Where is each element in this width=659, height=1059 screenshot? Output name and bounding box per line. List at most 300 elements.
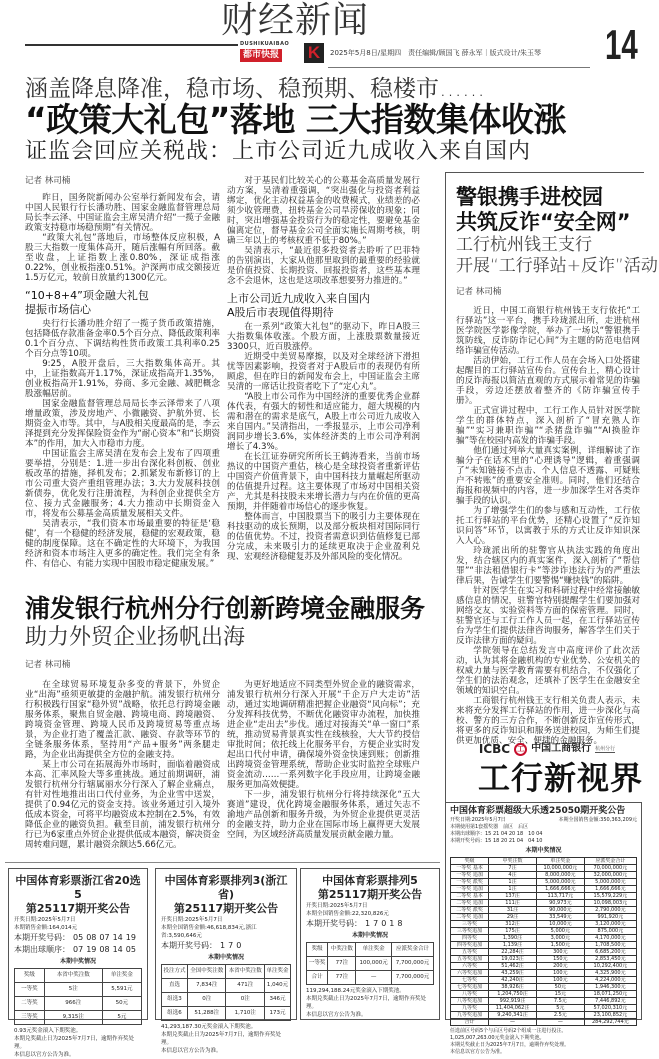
table-cell: 90,973元 <box>536 900 584 907</box>
table-header-cell: 单注奖金 <box>264 965 290 979</box>
logo-cn: 都市快报 <box>240 49 282 62</box>
paragraph: 活动伊始，工行工作人员在会场入口处搭建起醒目的工行驿站宣传台。宣传台上，精心设计的反诈海报以简洁直观的方式展示着常见的诈骗手段，旁边还摆放着整齐的《防诈骗宣传手册》。 <box>456 356 640 406</box>
machine-info: 本期使用第1套摇奖器 前区 后区 <box>450 824 529 830</box>
ball: 1 <box>389 919 395 928</box>
draw-numbers <box>306 918 434 930</box>
table-caption: 本期中奖情况 <box>351 932 388 939</box>
subhead-line: A股后市表现值得期待 <box>227 306 334 319</box>
table-cell: 4注 <box>489 872 537 879</box>
table-row <box>451 865 637 872</box>
table-row <box>451 921 637 928</box>
table-row <box>451 914 637 921</box>
icbc-cn: 中国工商银行 <box>531 743 592 754</box>
table-header-row <box>15 969 142 983</box>
table-cell: 组选3 <box>162 993 188 1007</box>
table-cell: 一等奖 基本 <box>451 865 489 872</box>
ball: 05 <box>73 933 84 942</box>
table-cell: 1注 <box>489 879 537 886</box>
table-cell: 50元 <box>536 984 584 991</box>
table-cell: — <box>489 1019 537 1026</box>
notes <box>14 1027 142 1059</box>
table-row <box>15 983 142 997</box>
ball: 07 <box>73 945 84 954</box>
paragraph: 下一步，浦发银行杭州分行将持续深化“五大赛道”建设，优化跨境金融服务体系，通过矢志不渝地产品创新和服务升级，为外贸企业提供更灵活的金融支持，助力企业在国际市场上赢得更大发展空间，为区域经济高质量发展贡献金融力量。 <box>227 790 420 840</box>
lead-byline: 记者 林司楠 <box>25 176 71 186</box>
ball: 7 <box>373 919 379 928</box>
table-cell: 三等奖追加 <box>451 928 489 935</box>
notes <box>450 1028 637 1056</box>
table-cell: 5元 <box>102 1011 141 1025</box>
newspaper-logo <box>240 41 326 65</box>
note-line: 41,293,187.30元奖金滚入下期奖池。 <box>161 1024 257 1030</box>
table-cell: 15,579,229元 <box>584 893 636 900</box>
table-cell: 5注 <box>44 983 102 997</box>
paragraph: 吴清表示，“我们资本市场最重要的特征是‘稳健’，有一个稳健的经济发展，稳健的宏观政策，稳健的制度保障。这在不确定性的大环境下，为我国经济和资本市场注入更多的确定性。我们完全有条件、有信心、有能力实现中国股市稳定健康发展。” <box>25 519 220 569</box>
table-cell: 5,000元 <box>536 928 584 935</box>
ball: 1 <box>220 941 226 950</box>
side-subheadline <box>456 235 658 277</box>
section-divider <box>5 862 440 863</box>
table-row <box>451 907 637 914</box>
table-cell: 70,000,000元 <box>584 865 636 872</box>
lead-column-1 <box>25 193 220 569</box>
table-cell: 23,100,852元 <box>584 1012 636 1019</box>
table-cell: 43,259注 <box>489 970 537 977</box>
lead-subhead-2 <box>227 292 420 320</box>
table-cell: 合计 <box>307 971 328 985</box>
paragraph: 为了增强学生们的参与感和互动性，工行依托工行驿站的平台优势，还精心设置了“反诈知识问答”环节，以寓教于乐的方式让反诈知识深入人心。 <box>456 506 640 546</box>
table-cell: 38,926注 <box>489 984 537 991</box>
logo-en: DUSHIKUAIBAO <box>240 41 290 47</box>
table-row <box>451 872 637 879</box>
table-cell: 991,920元 <box>584 914 636 921</box>
paragraph: 正式宣讲过程中，工行工作人员针对医学院学生的群体特点，深入剖析了“冒充熟人诈骗”“实习兼职诈骗”“杀猪盘诈骗”“AI换脸诈骗”等在校园内高发的诈骗手段。 <box>456 406 640 446</box>
paragraph: 9:25，A股开盘后，三大指数集体高开。其中，上证指数高开1.17%，深证成指高开1.35%，创业板指高开1.91%，券商、多元金融、减肥概念股涨幅居前。 <box>25 359 220 399</box>
table-cell: 15元 <box>536 991 584 998</box>
table-cell: 22,284注 <box>489 949 537 956</box>
icbc-emblem-icon: 工 <box>514 743 527 756</box>
bottom-subheadline: 助力外贸企业扬帆出海 <box>25 625 246 650</box>
table-row <box>162 993 291 1007</box>
table-cell: 6,685,200元 <box>584 949 636 956</box>
ball: 05 <box>125 945 136 954</box>
label: 本期开奖号码： <box>14 933 70 942</box>
table-cell: 二等奖 追加 <box>451 900 489 907</box>
table-cell: 3,120,000元 <box>584 921 636 928</box>
table-cell: 直选 <box>162 979 188 993</box>
table-cell: 42,240注 <box>489 977 537 984</box>
side-article-box <box>445 172 658 802</box>
table-cell: 1,139注 <box>489 942 537 949</box>
table-row <box>15 997 142 1011</box>
table-cell: 471注 <box>226 979 264 993</box>
table-row <box>15 1011 142 1025</box>
note-line: 0.93元奖金滚入下期奖池。 <box>14 1028 82 1034</box>
table-cell: 1,666,666元 <box>536 886 584 893</box>
paragraph: 在长江证券研究所所长王鹤涛看来，当前市场热议的中国资产重估，核心是全球投资者重新评估中国资产价值背景下，由中国科技力量崛起所驱动的估值提升过程。这主要体现了市场对中国相关资产，尤其是科技股未来增长潜力与内在价值的更高预期，并伴随着市场信心的逐步恢复。 <box>227 452 420 512</box>
table-cell: 九等奖追加 <box>451 1012 489 1019</box>
table-cell: 5,591元 <box>102 983 141 997</box>
bottom-headline: 浦发银行杭州分行创新跨境金融服务 <box>25 594 426 623</box>
notes <box>306 987 434 1019</box>
paragraph: 他们通过列举大量真实案例，详细解读了诈骗分子在话术里的“心理诱导”逻辑，着重强调了“未知链接不点击、个人信息不透露、可疑账户不转账”的重要安全准则。同时，他们还结合海报和视频中的内容，进一步加深学生对各类诈骗手段的认识。 <box>456 446 640 506</box>
side-body <box>456 306 640 746</box>
table-header-cell: 全国中奖注数 <box>188 965 226 979</box>
table-cell: 300元 <box>536 949 584 956</box>
table-row <box>451 935 637 942</box>
table-cell: — <box>356 971 392 985</box>
table-header-cell: 中奖注数 <box>328 943 356 957</box>
table-cell: 1,204,750注 <box>489 991 537 998</box>
ball: 1 <box>365 919 371 928</box>
side-byline: 记者 林司楠 <box>456 287 502 297</box>
lottery-pick5 <box>300 868 440 1020</box>
table-cell: 173元 <box>264 1007 290 1021</box>
table-cell: 31注 <box>489 907 537 914</box>
ball: 07 <box>99 933 110 942</box>
table-row <box>451 977 637 984</box>
table-row <box>451 963 637 970</box>
draw-numbers <box>14 932 142 944</box>
table-header-cell: 投注方式 <box>162 965 188 979</box>
table-cell: 二等奖 基本 <box>451 893 489 900</box>
paragraph: 针对医学生在实习和科研过程中经常接触敏感信息的情况，驻警官特别提醒学生们要加强对网络交友、实验资料等方面的保密管理。同时，驻警官还与工行工作人员一起，在工行驿站宣传台为学生们提供法律咨询服务，解答学生们关于反诈法律方面的疑问。 <box>456 586 640 646</box>
paragraph: 在一系列“政策大礼包”的驱动下，昨日A股三大指数集体收涨。个股方面，上涨股票数量接近3300只，近百股涨停。 <box>227 322 420 352</box>
paragraph: 中国证监会主席吴清在发布会上发布了四项重要举措，分别是：1.进一步出台深化科创板、创业板改革的措施，择机发布；2.抓紧发布新修订的上市公司重大资产重组管理办法；3.大力发展科技创新债券，优化发行注册流程，为科创企业提供全方位、接力式金融服务；4.大力推动中长期资金入市，将发布公募基金高质量发展相关文件。 <box>25 449 220 519</box>
table-caption: 本期中奖情况 <box>59 958 96 965</box>
note-line: 本期兑奖截止日为2025年7月7日，逾期作弃奖处理。 <box>306 996 426 1010</box>
table-cell: 32,000,000元 <box>584 872 636 879</box>
table-header-row <box>451 858 637 865</box>
table-cell: 一等奖 <box>307 957 328 971</box>
table-cell: 284,292,744元 <box>584 1019 636 1026</box>
table-cell: 992,919注 <box>489 998 537 1005</box>
table-header-cell: 本省中奖注数 <box>226 965 264 979</box>
page-number: 14 <box>605 21 638 68</box>
lead-subheadline: 证监会回应关税战：上市公司近九成收入来自国内 <box>25 139 532 164</box>
table-header-cell: 单注奖金 <box>356 943 392 957</box>
logo-k-icon: K <box>304 43 324 63</box>
headline-line: 警银携手进校园 <box>456 185 603 209</box>
section-title: 财经新闻 <box>220 0 369 41</box>
lottery-title: 中国体育彩票排列3(浙江省) <box>164 874 288 901</box>
table-row <box>451 893 637 900</box>
table-row <box>451 1019 637 1026</box>
table-cell: 312注 <box>489 921 537 928</box>
table-row <box>451 970 637 977</box>
table-cell: 0注 <box>226 993 264 1007</box>
table-cell: 10,000元 <box>536 921 584 928</box>
lead-subhead-1 <box>25 289 220 317</box>
lottery-20x5 <box>8 868 148 1058</box>
table-cell: 二等奖 派奖 <box>451 907 489 914</box>
table-cell: 9,240,341注 <box>489 1012 537 1019</box>
icbc-branch: 杭州分行 <box>595 745 616 752</box>
paragraph: 为更好地适应不同类型外贸企业的融资需求，浦发银行杭州分行深入开展“千企万户大走访”活动，通过实地调研精准把握企业融资“风向标”；充分发挥科技优势，不断优化融资审办流程，加快推进企业“走出去”步伐。通过对接海关“单一窗口”系统，推动贸易背景真实性在线核验，大大节约授信审批时间；依托线上化服务平台，方便企业实时发起出口代付申请，确保境外资金快速到账；创新推出跨境资金管理系统，帮助企业实时监控全球账户资金流动……一系列数字化手段应用，让跨境金融服务更加高效便捷。 <box>227 680 420 790</box>
headline-line: 共筑反诈“安全网” <box>456 210 631 234</box>
table-cell: 八等奖追加 <box>451 998 489 1005</box>
header-rule-right <box>328 67 590 68</box>
table-cell: — <box>536 1019 584 1026</box>
table-cell: 一等奖 追加 <box>451 886 489 893</box>
table-cell: 5,000,000元 <box>536 879 584 886</box>
table-header-cell: 奖级 <box>451 858 489 865</box>
table-cell: 200元 <box>536 963 584 970</box>
label: 本期出球顺序： <box>14 945 70 954</box>
table-header-cell: 奖级 <box>307 943 328 957</box>
table-cell: 一等奖 <box>15 983 45 997</box>
draw-date: 开奖日期:2025年5月7日 <box>450 817 506 823</box>
table-header-cell: 单注奖金 <box>536 858 584 865</box>
table-cell: 7,446,892元 <box>584 998 636 1005</box>
table-cell: 2,790,000元 <box>584 907 636 914</box>
table-caption: 本期中奖情况 <box>525 847 562 854</box>
table-cell: 1,710注 <box>226 1007 264 1021</box>
paragraph: “A股上市公司作为中国经济的重要优秀企业群体代表，有强大的韧性和适应能力，超大规模的内需和潜在的需求是底气，A股上市公司近九成收入来自国内。”吴清指出，一季报显示，上市公司净利润同步增长3.6%，实体经济类的上市公司净利润增长了4.3%。 <box>227 392 420 452</box>
table-cell: 五等奖追加 <box>451 956 489 963</box>
table-cell: 1,390注 <box>489 935 537 942</box>
label: 本期开奖号码： <box>306 919 362 928</box>
bottom-column-1 <box>25 680 220 858</box>
table-cell: 1注 <box>489 886 537 893</box>
table-cell: 18,071,250元 <box>584 991 636 998</box>
subhead-line: 提振市场信心 <box>25 303 91 316</box>
draw-date: 开奖日期:2025年5月7日 <box>161 917 223 923</box>
note-line: 任选前区号码5个与后区号码2个组成一注进行投注。 <box>450 1028 567 1034</box>
table-header-row <box>307 943 434 957</box>
table-cell: 二等奖 <box>15 997 45 1011</box>
table-cell: 七等奖 <box>451 977 489 984</box>
table-cell: 966注 <box>44 997 102 1011</box>
ball: 19 <box>86 945 97 954</box>
paragraph: 近期受中美贸易摩擦，以及对全球经济下滑担忧等因素影响，投资者对于A股后市的表现仍有所顾虑，但在昨日的新闻发布会上，中国证监会主席吴清的一席话让投资者吃下了“定心丸”。 <box>227 352 420 392</box>
lottery-super-lotto <box>445 802 642 1055</box>
subhead-line: 上市公司近九成收入来自国内 <box>227 292 370 305</box>
ball: 0 <box>381 919 387 928</box>
table-cell: 0注 <box>188 993 226 1007</box>
table-cell: 29注 <box>489 914 537 921</box>
table-row <box>451 879 637 886</box>
table-cell: 7.5元 <box>536 998 584 1005</box>
table-cell: 三等奖 <box>15 1011 45 1025</box>
table-cell: 875,000元 <box>584 928 636 935</box>
table-cell: 100,000元 <box>356 957 392 971</box>
table-row <box>162 1007 291 1021</box>
table-cell: 2.5元 <box>536 1012 584 1019</box>
table-cell: 一等奖 追加 <box>451 872 489 879</box>
draw-numbers <box>161 940 291 952</box>
paragraph: 近日，中国工商银行杭州钱王支行依托“工行驿站”这一平台，携手玲珑派出所，走进杭州医学院医学影像学院，举办了一场以“警银携手筑防线，反诈防诈记心间”为主题的防范电信网络诈骗宣传活动。 <box>456 306 640 356</box>
table-cell: 组选6 <box>162 1007 188 1021</box>
table-row <box>451 1012 637 1019</box>
table-cell: 175注 <box>489 928 537 935</box>
subheadline-line: 工行杭州钱王支行 <box>456 235 592 255</box>
paragraph: 某上市公司在拓展海外市场时，面临着融资成本高、汇率风险大等多重挑战。通过前期调研，浦发银行杭州分行辖属丽水分行深入了解企业痛点，有针对性地推出出口代付业务，为企业雪中送炭，提供了0.94亿元的资金支持。该业务通过引入境外低成本资金，可将平均融资成本控制在2.5%，有效降低企业的融资负担。截至目前，浦发银行杭州分行已为6家重点外贸企业提供低成本融资，解决资金周转难问题，累计融资余额达5.66亿元。 <box>25 760 220 850</box>
lottery-title: 中国体育彩票超级大乐透25050期开奖公告 <box>450 806 626 816</box>
paragraph: 学院领导在总结发言中高度评价了此次活动，认为其将金融机构的专业优势、公安机关的权威力量与医学教育需要有机结合，不仅强化了学生们的法治观念，还填补了医学生在金融安全领域的知识空白。 <box>456 646 640 696</box>
table-cell: 7,834注 <box>188 979 226 993</box>
table-cell: 1,946,300元 <box>584 984 636 991</box>
table-cell: 六等奖追加 <box>451 970 489 977</box>
draw-numbers: 本期开奖号码：15 18 20 21 04 04 10 <box>450 838 543 844</box>
lead-column-2 <box>227 176 420 562</box>
table-cell: 7,700,000元 <box>391 957 433 971</box>
table-cell: 100元 <box>536 977 584 984</box>
table-cell: 一等奖 派奖 <box>451 879 489 886</box>
paragraph: 国家金融监督管理总局局长李云泽带来了八项增量政策，涉及房地产、小微融资、护航外贸、长期资金入市等。其中，与A股相关度最高的是，李云泽提到充分发挥保险资金作为“耐心资本”和“长期资本”的作用，加大入市稳市力度。 <box>25 399 220 449</box>
lottery-title: 中国体育彩票浙江省20选5 <box>15 874 141 901</box>
table-cell: 100元 <box>536 970 584 977</box>
table-cell: 33,549元 <box>536 914 584 921</box>
prize-table <box>161 964 291 1021</box>
ball: 14 <box>112 933 123 942</box>
table-cell: 10,292,400元 <box>584 963 636 970</box>
table-cell: 5元 <box>536 1005 584 1012</box>
table-row <box>451 900 637 907</box>
paragraph: 对于基民们比较关心的公募基金高质量发展行动方案，吴清着重强调，“突出强化与投资者利益绑定，优化主动权益基金的收费模式，业绩差的必须少收管理费，扭转基金公司旱涝保收的现象；同时，突出增强基金投资行为的稳定性，要避免基金偏离定位，督导基金公司全面实施长周期考核，明确三年以上的考核权重不低于80%。” <box>227 176 420 246</box>
table-header-cell: 应派奖金合计 <box>391 943 433 957</box>
table-row <box>451 984 637 991</box>
table-cell: 三等奖 <box>451 921 489 928</box>
table-cell: 111注 <box>489 900 537 907</box>
subheadline-line: 开展“工行驿站+反诈”活动 <box>456 256 658 276</box>
note-line: 本信息以官方公告为准。 <box>450 1049 506 1055</box>
note-line: 本信息以官方公告为准。 <box>14 1052 75 1058</box>
label: 本期开奖号码： <box>161 941 217 950</box>
table-cell: 77注 <box>328 957 356 971</box>
note-line: 本信息以官方公告为准。 <box>161 1048 222 1054</box>
table-row <box>451 991 637 998</box>
lottery-title: 中国体育彩票排列5 <box>322 874 418 887</box>
lottery-issue: 第25117期开奖公告 <box>25 902 131 915</box>
table-header-cell: 应派奖金合计 <box>584 858 636 865</box>
table-row <box>451 949 637 956</box>
icbc-column-logo <box>462 742 643 800</box>
table-cell: 57,020,310元 <box>584 1005 636 1012</box>
table-cell: 九等奖 <box>451 1005 489 1012</box>
note-line: 本期兑奖截止日为2025年7月7日，逾期作弃奖处理。 <box>14 1036 134 1050</box>
table-cell: 113,717元 <box>536 893 584 900</box>
header-rule-left <box>25 44 238 46</box>
subhead-line: “10+8+4”项金融大礼包 <box>25 289 149 302</box>
prize-table <box>450 857 637 1026</box>
draw-order <box>14 944 142 956</box>
table-row <box>451 942 637 949</box>
icbc-column-title: 工行新视界 <box>477 759 643 797</box>
ball: 0 <box>236 941 242 950</box>
table-cell: 4,224,000元 <box>584 977 636 984</box>
side-headline <box>456 185 640 235</box>
note-line: 本信息以官方公告为准。 <box>306 1012 367 1018</box>
ball: 19 <box>125 933 136 942</box>
table-cell: 19,023注 <box>489 956 537 963</box>
icbc-en: ICBC <box>478 742 511 756</box>
table-row <box>451 1005 637 1012</box>
sales-amount: 本期全国销售金额:350,363,209元 <box>558 817 637 823</box>
draw-order: 本期出球顺序：15 21 04 20 18 10 04 <box>450 831 543 837</box>
table-cell: 10,098,003元 <box>584 900 636 907</box>
table-cell: 50元 <box>102 997 141 1011</box>
table-cell: 四等奖 <box>451 935 489 942</box>
table-row <box>307 957 434 971</box>
table-cell: 150元 <box>536 956 584 963</box>
sales-amount: 本期销售金额:164,014元 <box>14 925 78 931</box>
ball: 08 <box>86 933 97 942</box>
table-row <box>451 998 637 1005</box>
draw-date: 开奖日期:2025年5月7日 <box>306 903 368 909</box>
table-cell: 1,040元 <box>264 979 290 993</box>
prize-table <box>14 968 142 1025</box>
table-header-cell: 单注奖金 <box>102 969 141 983</box>
table-cell: 346元 <box>264 993 290 1007</box>
table-cell: 51,462注 <box>489 963 537 970</box>
note-line: 1,025,007,263.00元奖金滚入下期奖池。 <box>450 1035 545 1041</box>
table-cell: 90,000元 <box>536 907 584 914</box>
paragraph: 吴清表示，“最近很多投资者去聆听了巴菲特的告别演出，大家从他那里取到的最重要的经验就是价值投资、长期投资、回报投资者，这些基本理念不会退休，这也是这项改革想要努力推进的。” <box>227 246 420 286</box>
table-cell: 2,853,450元 <box>584 956 636 963</box>
table-cell: 9,315注 <box>44 1011 102 1025</box>
table-cell: 4,325,900元 <box>584 970 636 977</box>
notes <box>161 1023 291 1055</box>
paragraph: “政策大礼包”落地后，市场整体反应积极，A股三大指数一度集体高开，随后涨幅有所回落。截至收盘，上证指数上涨0.80%，深证成指涨0.22%，创业板指涨0.51%。沪深两市成交额接近1.5万亿元，较前日放量约1300亿元。 <box>25 233 220 283</box>
paragraph: 在全球贸易环境复杂多变的背景下，外贸企业“出海”亟须更敏捷的金融护航。浦发银行杭州分行积极践行国家“稳外贸”战略，依托总行跨境金融服务体系，聚焦自贸金融、跨境电商、跨境融资、跨境资金管理、跨境人民币及跨境贸易等重点场景，为企业打造了覆盖汇款、融资、存款等环节的全链条服务体系，坚持用“产品+服务”两条腿走路，为企业出海提供全方位的金融支持。 <box>25 680 220 760</box>
table-cell: 二等奖 追加 <box>451 914 489 921</box>
table-cell: 1,666,666元 <box>584 886 636 893</box>
lottery-issue: 第25117期开奖公告 <box>173 902 279 915</box>
lead-headline: “政策大礼包”落地 三大指数集体收涨 <box>25 100 566 139</box>
table-cell: 137注 <box>489 893 537 900</box>
ball: 14 <box>112 945 123 954</box>
table-cell: 五等奖 <box>451 949 489 956</box>
dateline: 2025年5月8日/星期四 责任编辑/顾国飞 薛永军｜版式设计/朱玉琴 <box>330 49 542 57</box>
table-cell: 5,000,000元 <box>584 879 636 886</box>
sales-amount: 本期全国销售金额:46,618,834元,浙江省:3,590,646元 <box>161 925 257 939</box>
paragraph: 昨日，国务院新闻办公室举行新闻发布会，请中国人民银行行长潘功胜、国家金融监督管理总局局长李云泽、中国证监会主席吴清介绍“一揽子金融政策支持稳市场稳预期”有关情况。 <box>25 193 220 233</box>
sales-amount: 本期全国销售金额:22,320,826元 <box>306 911 389 917</box>
table-cell: 77注 <box>328 971 356 985</box>
paragraph: 玲珑派出所的驻警官从执法实践的角度出发，结合辖区内的真实案件，深入剖析了“帮信罪”“非法租借银行卡”等涉诈违法行为的严重法律后果，告诫学生们要警惕“赚快钱”的陷阱。 <box>456 546 640 586</box>
table-row <box>451 928 637 935</box>
table-header-cell: 奖级 <box>15 969 45 983</box>
table-row <box>451 886 637 893</box>
table-cell: 4,170,000元 <box>584 935 636 942</box>
table-cell: 8,000,000元 <box>536 872 584 879</box>
note-line: 本期兑奖截止日为2025年7月7日，逾期作弃奖处理。 <box>161 1032 281 1046</box>
table-cell: 3,000元 <box>536 935 584 942</box>
paragraph: 央行行长潘功胜介绍了一揽子货币政策措施，包括降低存款准备金率0.5个百分点、降低政策利率0.1个百分点、下调结构性货币政策工具利率0.25个百分点等10项。 <box>25 319 220 359</box>
ball: 08 <box>99 945 110 954</box>
note-line: 119,294,188.24元奖金滚入下期奖池。 <box>306 988 405 994</box>
table-header-cell: 本省中奖注数 <box>44 969 102 983</box>
lottery-issue: 第25117期开奖公告 <box>317 888 423 901</box>
table-cell: 1,708,500元 <box>584 942 636 949</box>
bottom-byline: 记者 林司楠 <box>25 660 71 670</box>
table-cell: 7,700,000元 <box>391 971 433 985</box>
ball: 7 <box>228 941 234 950</box>
table-cell: 1,500元 <box>536 942 584 949</box>
table-cell: 合计 <box>451 1019 489 1026</box>
note-line: 本期兑奖截止日为2025年7月7日，逾期作弃奖处理。 <box>450 1042 570 1048</box>
table-cell: 7注 <box>489 865 537 872</box>
ball: 8 <box>397 919 403 928</box>
table-cell: 10,000,000元 <box>536 865 584 872</box>
table-cell: 11,404,062注 <box>489 1005 537 1012</box>
table-cell: 四等奖追加 <box>451 942 489 949</box>
table-cell: 51,288注 <box>188 1007 226 1021</box>
table-row <box>162 979 291 993</box>
table-header-cell: 中奖注数 <box>489 858 537 865</box>
draw-date: 开奖日期:2025年5月7日 <box>14 917 76 923</box>
